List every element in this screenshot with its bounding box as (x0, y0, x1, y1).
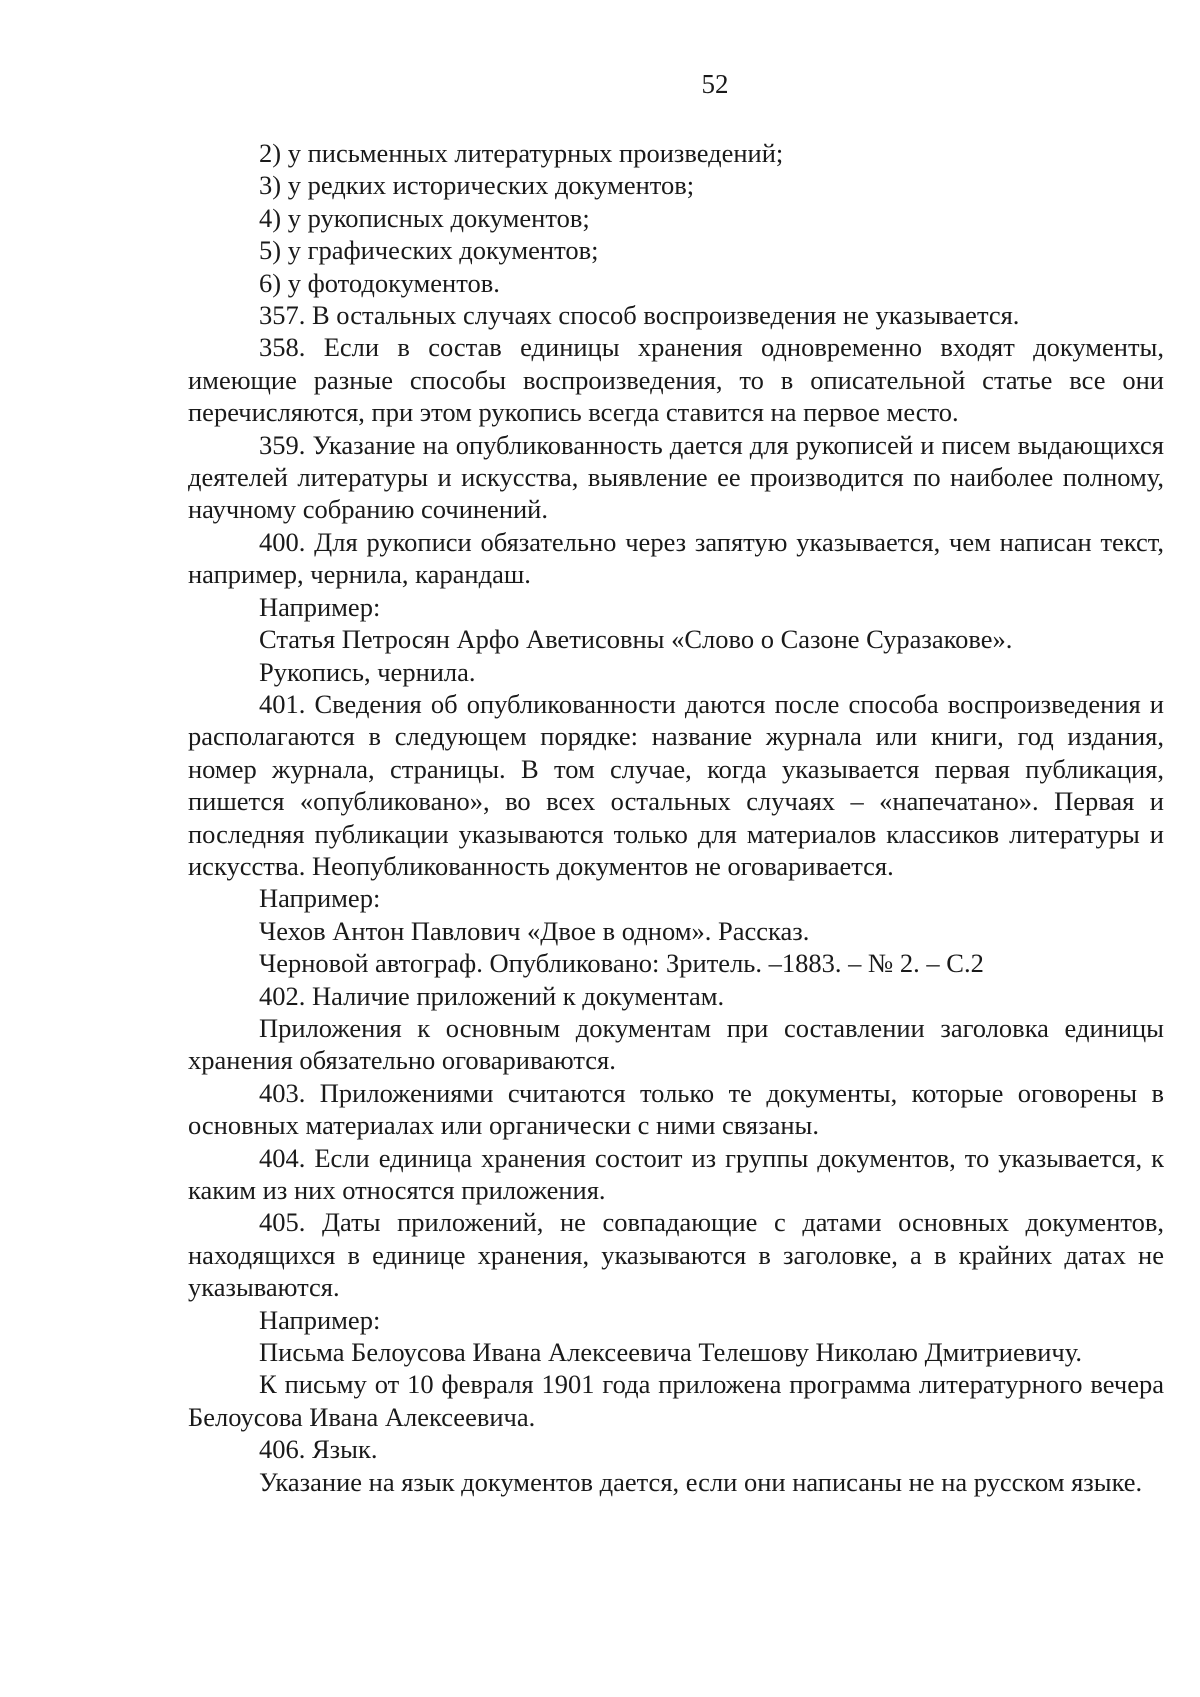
example-line: К письму от 10 февраля 1901 года приложена программа литературного вечера Белоусова Ивана Алексеевича. (188, 1369, 1164, 1432)
paragraph-405: 405. Даты приложений, не совпадающие с датами основных документов, находящихся в единице хранения, указываются в заголовке, а в крайних датах не указываются. (188, 1207, 1164, 1303)
paragraph-item-5: 5) у графических документов; (259, 235, 599, 266)
example-line: Рукопись, чернила. (259, 656, 476, 687)
paragraph-item-6: 6) у фотодокументов. (259, 267, 500, 298)
example-line: Письма Белоусова Ивана Алексеевича Телешову Николаю Дмитриевичу. (259, 1337, 1082, 1368)
paragraph-400: 400. Для рукописи обязательно через запятую указывается, чем написан текст, например, чернила, карандаш. (188, 526, 1164, 590)
example-line: Чехов Антон Павлович «Двое в одном». Рассказ. (259, 915, 810, 946)
paragraph-406: 406. Язык. (259, 1434, 378, 1465)
page-number: 52 (701, 69, 729, 99)
paragraph-item-2: 2) у письменных литературных произведений; (259, 138, 784, 168)
paragraph-403: 403. Приложениями считаются только те документы, которые оговорены в основных материалах или органически с ними связаны. (188, 1077, 1164, 1141)
example-label: Например: (259, 1304, 381, 1335)
paragraph-item-4: 4) у рукописных документов; (259, 202, 590, 233)
paragraph-358: 358. Если в состав единицы хранения одновременно входят документы, имеющие разные способы воспроизведения, то в описательной статье все они перечисляются, при этом рукопись всегда ставится на первое место. (188, 332, 1164, 428)
document-body (188, 137, 1164, 1498)
paragraph-402-text: Приложения к основным документам при составлении заголовка единицы хранения обязательно оговариваются. (188, 1012, 1164, 1076)
paragraph-359: 359. Указание на опубликованность дается для рукописей и писем выдающихся деятелей литературы и искусства, выявление ее производится по наиболее полному, научному собранию сочинений. (188, 429, 1164, 525)
example-label: Например: (259, 883, 381, 914)
paragraph-401: 401. Сведения об опубликованности даются после способа воспроизведения и располагаются в следующем порядке: название журнала или книги, год издания, номер журнала, страницы. В том случае, когда указывается первая публикация, пишется «опубликовано», во всех остальных случаях – «напечатано». Первая и последняя публикации указываются только для материалов классиков литературы и искусства. Неопубликованность документов не оговаривается. (188, 688, 1164, 881)
paragraph-402: 402. Наличие приложений к документам. (259, 980, 725, 1011)
paragraph-406-text: Указание на язык документов дается, если они написаны не на русском языке. (259, 1466, 1143, 1497)
paragraph-item-3: 3) у редких исторических документов; (259, 170, 695, 201)
example-line: Статья Петросян Арфо Аветисовны «Слово о Сазоне Суразакове». (259, 624, 1013, 655)
paragraph-357: 357. В остальных случаях способ воспроизведения не указывается. (259, 300, 1020, 331)
example-label: Например: (259, 591, 381, 622)
example-line: Черновой автограф. Опубликовано: Зритель. –1883. – № 2. – С.2 (259, 948, 984, 979)
paragraph-404: 404. Если единица хранения состоит из группы документов, то указывается, к каким из них относятся приложения. (188, 1142, 1164, 1205)
